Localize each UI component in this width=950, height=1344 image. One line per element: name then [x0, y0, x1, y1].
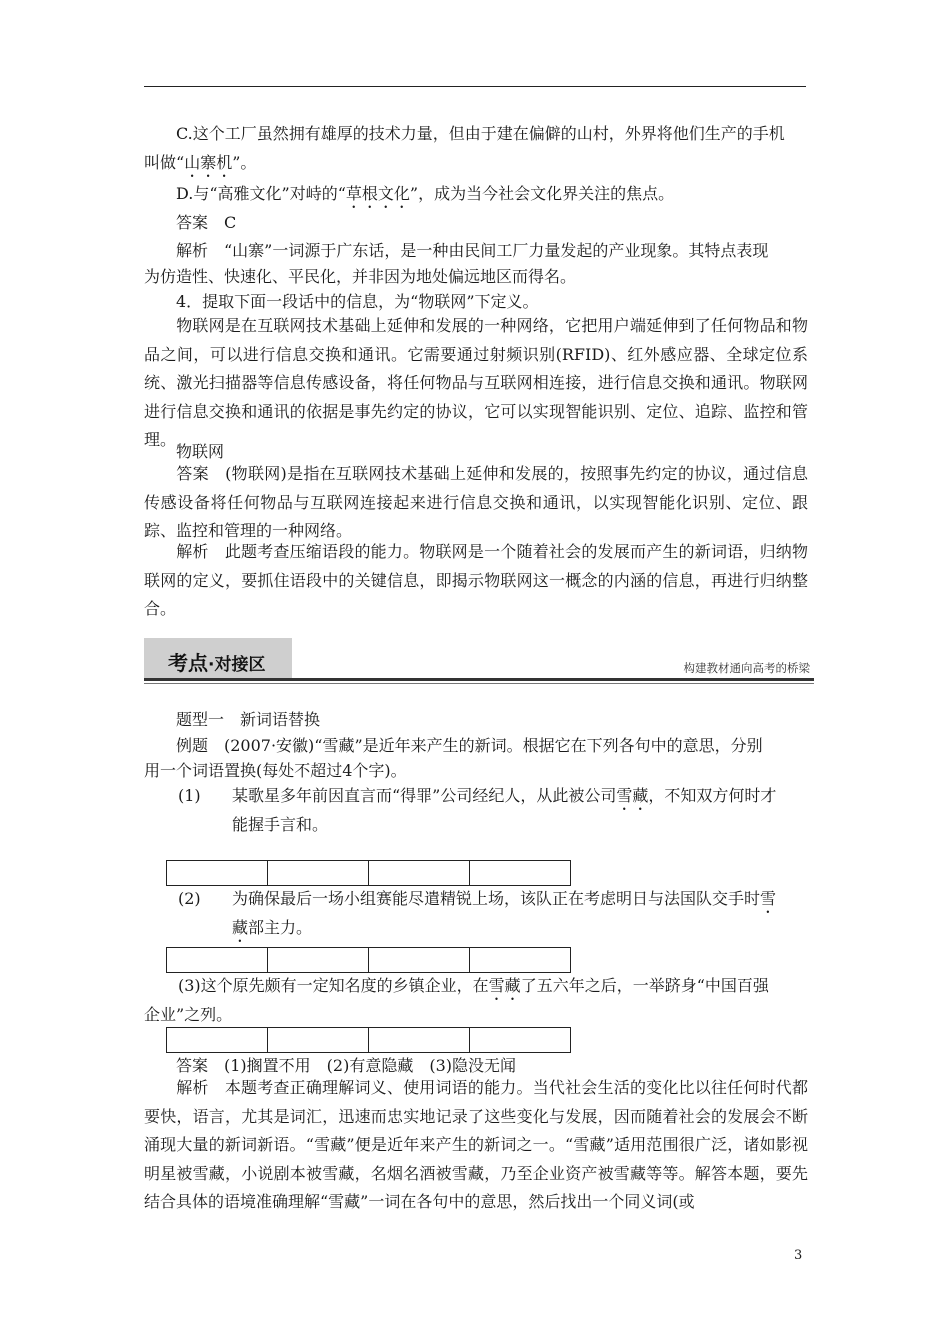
emphasized-term: 雪藏	[616, 786, 649, 805]
answer-box[interactable]	[167, 1028, 268, 1053]
answer-box[interactable]	[268, 948, 369, 973]
section-title: 考点·对接区	[168, 651, 266, 675]
section-rule-thin	[144, 683, 814, 684]
answer-box[interactable]	[369, 1028, 470, 1053]
emphasized-term: 藏	[232, 918, 249, 937]
answer-box[interactable]	[470, 861, 571, 886]
sentence-2-line-1: 为确保最后一场小组赛能尽遣精锐上场，该队正在考虑明日与法国队交手时雪	[232, 889, 777, 908]
answer-box[interactable]	[167, 948, 268, 973]
answer-box[interactable]	[268, 861, 369, 886]
sentence-3-line-1: (3)这个原先颇有一定知名度的乡镇企业，在雪藏了五六年之后，一举跻身“中国百强	[178, 976, 769, 995]
q4-blank-label: 物联网	[176, 442, 225, 461]
example-stem-line-1: 例题 (2007·安徽)“雪藏”是近年来产生的新词。根据它在下列各句中的意思，分别	[176, 736, 763, 755]
emphasized-term: 草根文化	[345, 184, 410, 203]
section-header	[144, 638, 814, 682]
answer-box[interactable]	[167, 861, 268, 886]
answer-grid-3	[166, 1027, 571, 1053]
page-number: 3	[794, 1248, 803, 1263]
emphasized-term: 雪	[760, 889, 777, 908]
sentence-1-line-1: 某歌星多年前因直言而“得罪”公司经纪人，从此被公司雪藏，不知双方何时才	[232, 786, 777, 805]
emphasized-term: 山寨机	[184, 153, 233, 172]
sentence-2-number: (2)	[178, 889, 201, 908]
question-type: 题型一 新词语替换	[176, 710, 321, 729]
q3-analysis-line-2: 为仿造性、快速化、平民化，并非因为地处偏远地区而得名。	[144, 267, 577, 286]
q4-passage: 物联网是在互联网技术基础上延伸和发展的一种网络，它把用户端延伸到了任何物品和物品之间，可以进行信息交换和通讯。它需要通过射频识别(RFID)、红外感应器、全球定位系统、激光扫描器等信息传感设备，将任何物品与互联网相连接，进行信息交换和通讯。物联网进行信息交换和通讯的依据是事先约定的协议，它可以实现智能识别、定位、追踪、监控和管理。	[144, 316, 808, 449]
example-answer: 答案 (1)搁置不用 (2)有意隐藏 (3)隐没无闻	[176, 1056, 516, 1075]
option-c-line-1: C.这个工厂虽然拥有雄厚的技术力量，但由于建在偏僻的山村，外界将他们生产的手机	[176, 124, 785, 143]
example-analysis: 解析 本题考查正确理解词义、使用词语的能力。当代社会生活的变化比以往任何时代都要快，语言，尤其是词汇，迅速而忠实地记录了这些变化与发展，因而随着社会的发展会不断涌现大量的新词新语。“雪藏”便是近年来产生的新词之一。“雪藏”适用范围很广泛，诸如影视明星被雪藏，小说剧本被雪藏，名烟名酒被雪藏，乃至企业资产被雪藏等等。解答本题，要先结合具体的语境准确理解“雪藏”一词在各句中的意思，然后找出一个同义词(或	[144, 1078, 808, 1211]
sentence-1-number: (1)	[178, 786, 201, 805]
answer-box[interactable]	[268, 1028, 369, 1053]
section-rule	[144, 678, 814, 681]
option-d-line: D.与“高雅文化”对峙的“草根文化”，成为当今社会文化界关注的焦点。	[176, 184, 675, 203]
sentence-2-line-2: 藏部主力。	[232, 918, 313, 937]
q4-answer: 答案 (物联网)是指在互联网技术基础上延伸和发展的，按照事先约定的协议，通过信息传感设备将任何物品与互联网连接起来进行信息交换和通讯，以实现智能化识别、定位、跟踪、监控和管理的一种网络。	[144, 464, 808, 540]
section-tagline: 构建教材通向高考的桥梁	[683, 661, 810, 675]
answer-box[interactable]	[369, 861, 470, 886]
header-rule	[144, 86, 806, 87]
emphasized-term: 雪藏	[488, 976, 521, 995]
q4-stem: 4．提取下面一段话中的信息，为“物联网”下定义。	[176, 292, 539, 311]
q3-analysis-line-1: 解析 “山寨”一词源于广东话，是一种由民间工厂力量发起的产业现象。其特点表现	[176, 241, 769, 260]
sentence-3-line-2: 企业”之列。	[144, 1005, 233, 1024]
answer-box[interactable]	[470, 1028, 571, 1053]
example-stem-line-2: 用一个词语置换(每处不超过4个字)。	[144, 761, 407, 780]
option-c-line-2: 叫做“山寨机”。	[144, 153, 257, 172]
answer-box[interactable]	[470, 948, 571, 973]
answer-box[interactable]	[369, 948, 470, 973]
sentence-1-line-2: 能握手言和。	[232, 815, 329, 834]
answer-grid-1	[166, 860, 571, 886]
q4-analysis: 解析 此题考查压缩语段的能力。物联网是一个随着社会的发展而产生的新词语，归纳物联网的定义，要抓住语段中的关键信息，即揭示物联网这一概念的内涵的信息，再进行归纳整合。	[144, 542, 808, 618]
answer-grid-2	[166, 947, 571, 973]
q3-answer: 答案 C	[176, 213, 237, 232]
